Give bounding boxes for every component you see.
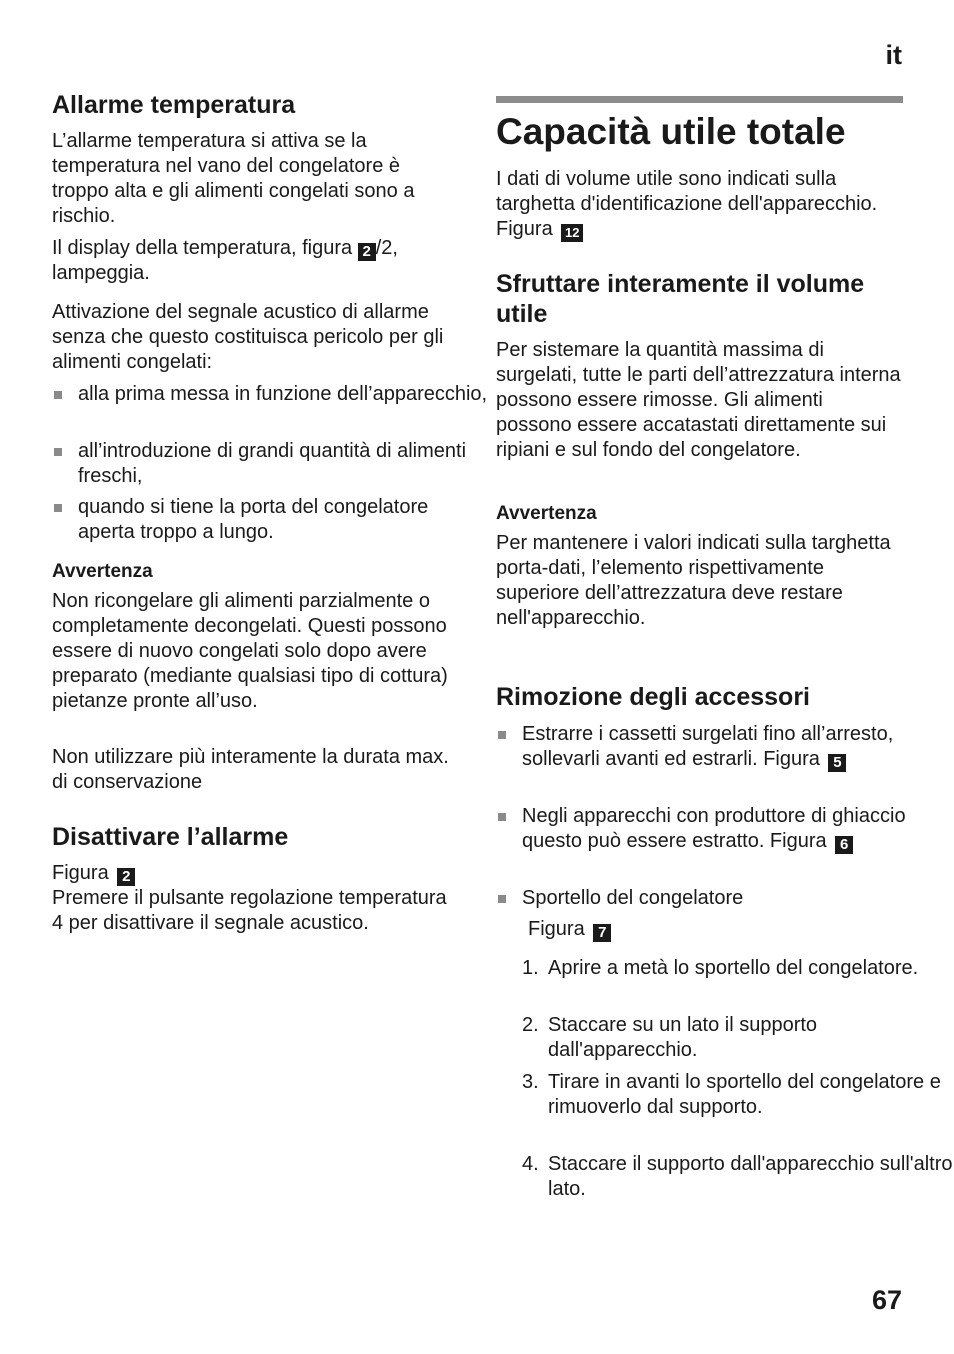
- step-number: 3.: [522, 1071, 539, 1093]
- allarme-bullet-3: [52, 495, 488, 545]
- bullet-text: quando si tiene la porta del congelatore aperta troppo a lungo.: [78, 496, 429, 543]
- step-number: 2.: [522, 1014, 539, 1036]
- allarme-note-title: Avvertenza: [52, 561, 153, 582]
- allarme-note-paragraph-1: Non ricongelare gli alimenti parzialmente o completamente decongelati. Questi possono essere di nuovo congelati solo dopo avere preparato (mediante qualsiasi tipo di cottura) pietanze pronte all’uso.: [52, 590, 448, 712]
- step-2: [496, 1013, 954, 1063]
- allarme-note-paragraph-2: Non utilizzare più interamente la durata max. di conservazione: [52, 746, 449, 793]
- sfruttare-text: Per sistemare la quantità massima di surgelati, tutte le parti dell’attrezzatura interna possono essere rimosse. Gli alimenti possono essere accatastati direttamente sui ripiani e sul fondo del congelatore.: [496, 339, 901, 461]
- allarme-paragraph-2: [52, 236, 462, 286]
- allarme-paragraph-3: Attivazione del segnale acustico di allarme senza che questo costituisca pericolo per gli alimenti congelati:: [52, 301, 444, 373]
- sfruttare-note-title: Avvertenza: [496, 503, 597, 524]
- allarme-paragraph-2-end: lampeggia.: [52, 262, 150, 284]
- rimozione-bullet-2: [496, 804, 929, 854]
- step-text: Tirare in avanti lo sportello del congelatore e rimuoverlo dal supporto.: [548, 1071, 941, 1118]
- allarme-paragraph-2-suffix: /2,: [375, 237, 398, 259]
- rimozione-figure-ref: [496, 917, 903, 942]
- step-text: Aprire a metà lo sportello del congelatore.: [548, 957, 919, 979]
- bullet-text: all’introduzione di grandi quantità di alimenti freschi,: [78, 440, 467, 487]
- capacita-text-body: I dati di volume utile sono indicati sulla targhetta d'identificazione dell'apparecchio. Figura: [496, 168, 878, 240]
- figure-6-icon: 6: [835, 836, 853, 854]
- page-number: 67: [871, 1285, 902, 1315]
- capacita-text: [496, 167, 891, 242]
- allarme-paragraph-1: L’allarme temperatura si attiva se la temperatura nel vano del congelatore è troppo alta e gli alimenti congelati sono a rischio.: [52, 130, 415, 227]
- disattivare-title: Disattivare l’allarme: [52, 823, 289, 851]
- capacita-title: Capacità utile totale: [496, 111, 846, 152]
- figure-label: Figura: [52, 862, 109, 884]
- bullet-text: alla prima messa in funzione dell’apparecchio,: [78, 383, 488, 405]
- step-text: Staccare su un lato il supporto dall'apparecchio.: [548, 1014, 818, 1061]
- sfruttare-note-text: Per mantenere i valori indicati sulla targhetta porta-dati, l’elemento rispettivamente superiore dell’attrezzatura deve restare nell'apparecchio.: [496, 532, 891, 629]
- bullet-square-icon: [54, 391, 62, 399]
- rimozione-bullet-1: [496, 722, 929, 772]
- allarme-title: Allarme temperatura: [52, 91, 296, 119]
- allarme-bullet-1: [52, 382, 488, 407]
- figure-label: Figura: [528, 918, 585, 940]
- bullet-square-icon: [498, 731, 506, 739]
- step-3: [496, 1070, 954, 1120]
- disattivare-text: Premere il pulsante regolazione temperatura 4 per disattivare il segnale acustico.: [52, 887, 447, 934]
- rimozione-title: Rimozione degli accessori: [496, 683, 810, 711]
- section-rule: [496, 96, 903, 103]
- rimozione-bullet-3: [496, 886, 929, 911]
- figure-12-icon: 12: [561, 224, 583, 242]
- figure-7-icon: 7: [593, 924, 611, 942]
- bullet-square-icon: [54, 504, 62, 512]
- figure-5-icon: 5: [828, 754, 846, 772]
- allarme-bullet-2: [52, 439, 488, 489]
- step-text: Staccare il supporto dall'apparecchio sull'altro lato.: [548, 1153, 953, 1200]
- step-number: 1.: [522, 957, 539, 979]
- bullet-square-icon: [498, 895, 506, 903]
- bullet-square-icon: [498, 813, 506, 821]
- allarme-paragraph-2-text: Il display della temperatura, figura: [52, 237, 358, 259]
- sfruttare-title: Sfruttare interamente il volume utile: [496, 270, 865, 328]
- figure-2-icon: 2: [358, 243, 376, 261]
- figure-2-icon: 2: [117, 868, 135, 886]
- bullet-text: Negli apparecchi con produttore di ghiaccio questo può essere estratto. Figura: [522, 805, 906, 852]
- bullet-text: Sportello del congelatore: [522, 887, 744, 909]
- bullet-text: Estrarre i cassetti surgelati fino all’arresto, sollevarli avanti ed estrarli. Figura: [522, 723, 894, 770]
- bullet-square-icon: [54, 448, 62, 456]
- disattivare-figure-ref: [52, 861, 462, 886]
- step-number: 4.: [522, 1153, 539, 1175]
- step-1: [496, 956, 954, 981]
- step-4: [496, 1152, 954, 1202]
- language-label: it: [885, 40, 902, 70]
